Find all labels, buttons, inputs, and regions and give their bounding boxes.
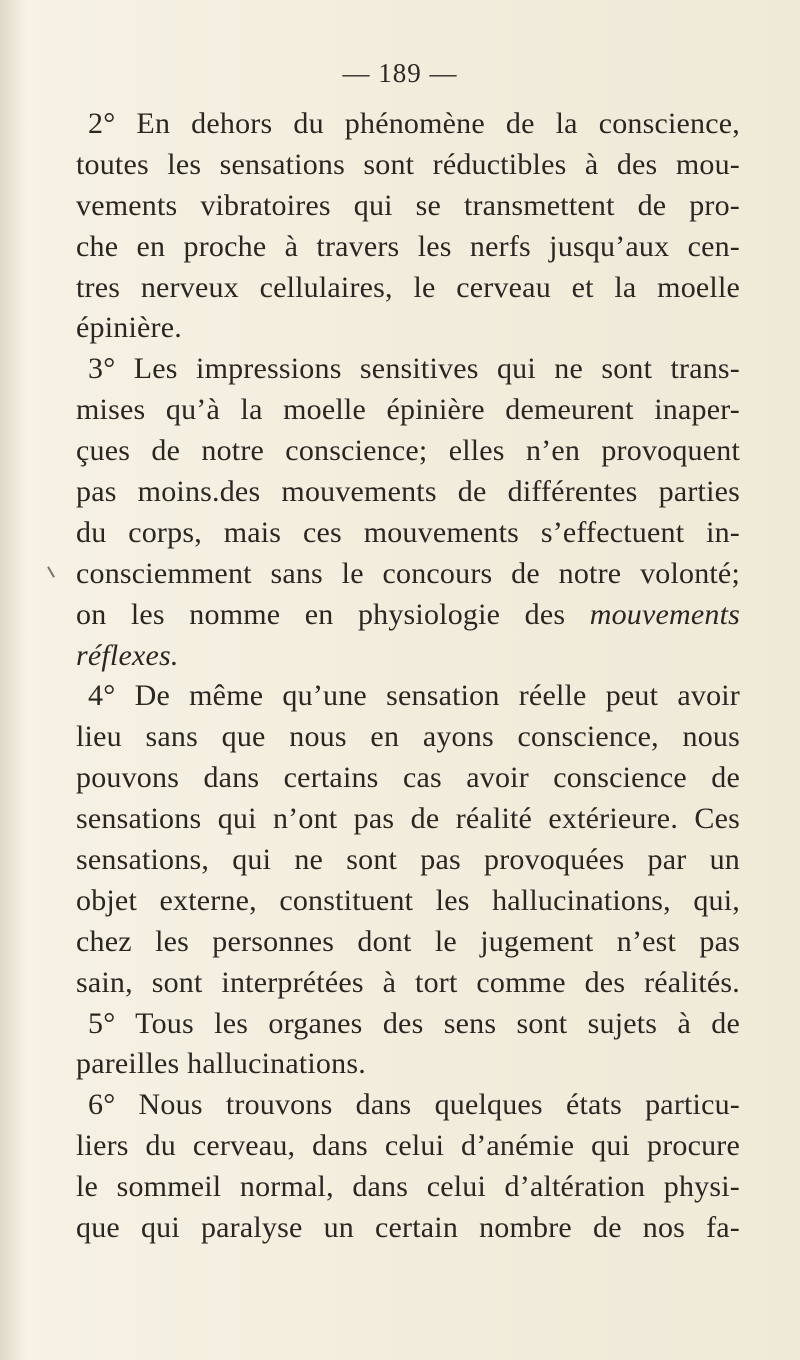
margin-mark <box>47 566 55 577</box>
text-line-6: épinière. <box>76 311 182 345</box>
text-line-24: pareilles hallucinations. <box>76 1047 366 1081</box>
text-line-13-start: on les nomme en physiologie des <box>76 597 590 631</box>
text-line-12: consciemment sans le concours de notre volonté; <box>76 556 740 590</box>
italic-term-reflexes: réflexes. <box>76 638 179 672</box>
text-line-3: vements vibratoires qui se transmettent de pro- <box>76 188 740 222</box>
text-line-22: sain, sont interprétées à tort comme des réalités. <box>76 965 740 999</box>
text-line-2: toutes les sensations sont réductibles à des mou- <box>76 147 740 181</box>
text-line-27: le sommeil normal, dans celui d’altération physi- <box>76 1170 740 1204</box>
text-line-21: chez les personnes dont le jugement n’est pas <box>76 924 740 958</box>
text-line-11: du corps, mais ces mouvements s’effectuent in- <box>76 515 740 549</box>
text-line-18: sensations qui n’ont pas de réalité extérieure. Ces <box>76 802 740 836</box>
page-gutter-shadow <box>0 0 26 1360</box>
text-line-10: pas moins.des mouvements de différentes parties <box>76 475 740 509</box>
text-line-15: 4° De même qu’une sensation réelle peut avoir <box>88 679 740 713</box>
text-line-26: liers du cerveau, dans celui d’anémie qui procure <box>76 1129 740 1163</box>
text-line-13 <box>76 595 740 636</box>
page-number: — 189 — <box>342 58 458 88</box>
italic-term-mouvements: mouvements <box>589 597 740 631</box>
text-line-8: mises qu’à la moelle épinière demeurent inaper- <box>76 393 740 427</box>
text-line-19: sensations, qui ne sont pas provoquées par un <box>76 843 740 877</box>
text-line-5: tres nerveux cellulaires, le cerveau et la moelle <box>76 270 740 304</box>
text-line-25: 6° Nous trouvons dans quelques états particu- <box>88 1088 740 1122</box>
text-line-28: que qui paralyse un certain nombre de nos fa- <box>76 1211 740 1245</box>
text-line-16: lieu sans que nous en ayons conscience, nous <box>76 720 740 754</box>
text-line-7: 3° Les impressions sensitives qui ne sont trans- <box>88 352 740 386</box>
body-text <box>76 104 740 1249</box>
text-line-9: çues de notre conscience; elles n’en provoquent <box>76 434 740 468</box>
text-line-17: pouvons dans certains cas avoir conscience de <box>76 761 740 795</box>
text-line-1: 2° En dehors du phénomène de la conscience, <box>88 107 740 140</box>
text-line-4: che en proche à travers les nerfs jusqu’aux cen- <box>76 229 740 263</box>
text-line-20: objet externe, constituent les hallucinations, qui, <box>76 883 740 917</box>
text-line-23: 5° Tous les organes des sens sont sujets à de <box>88 1006 740 1040</box>
